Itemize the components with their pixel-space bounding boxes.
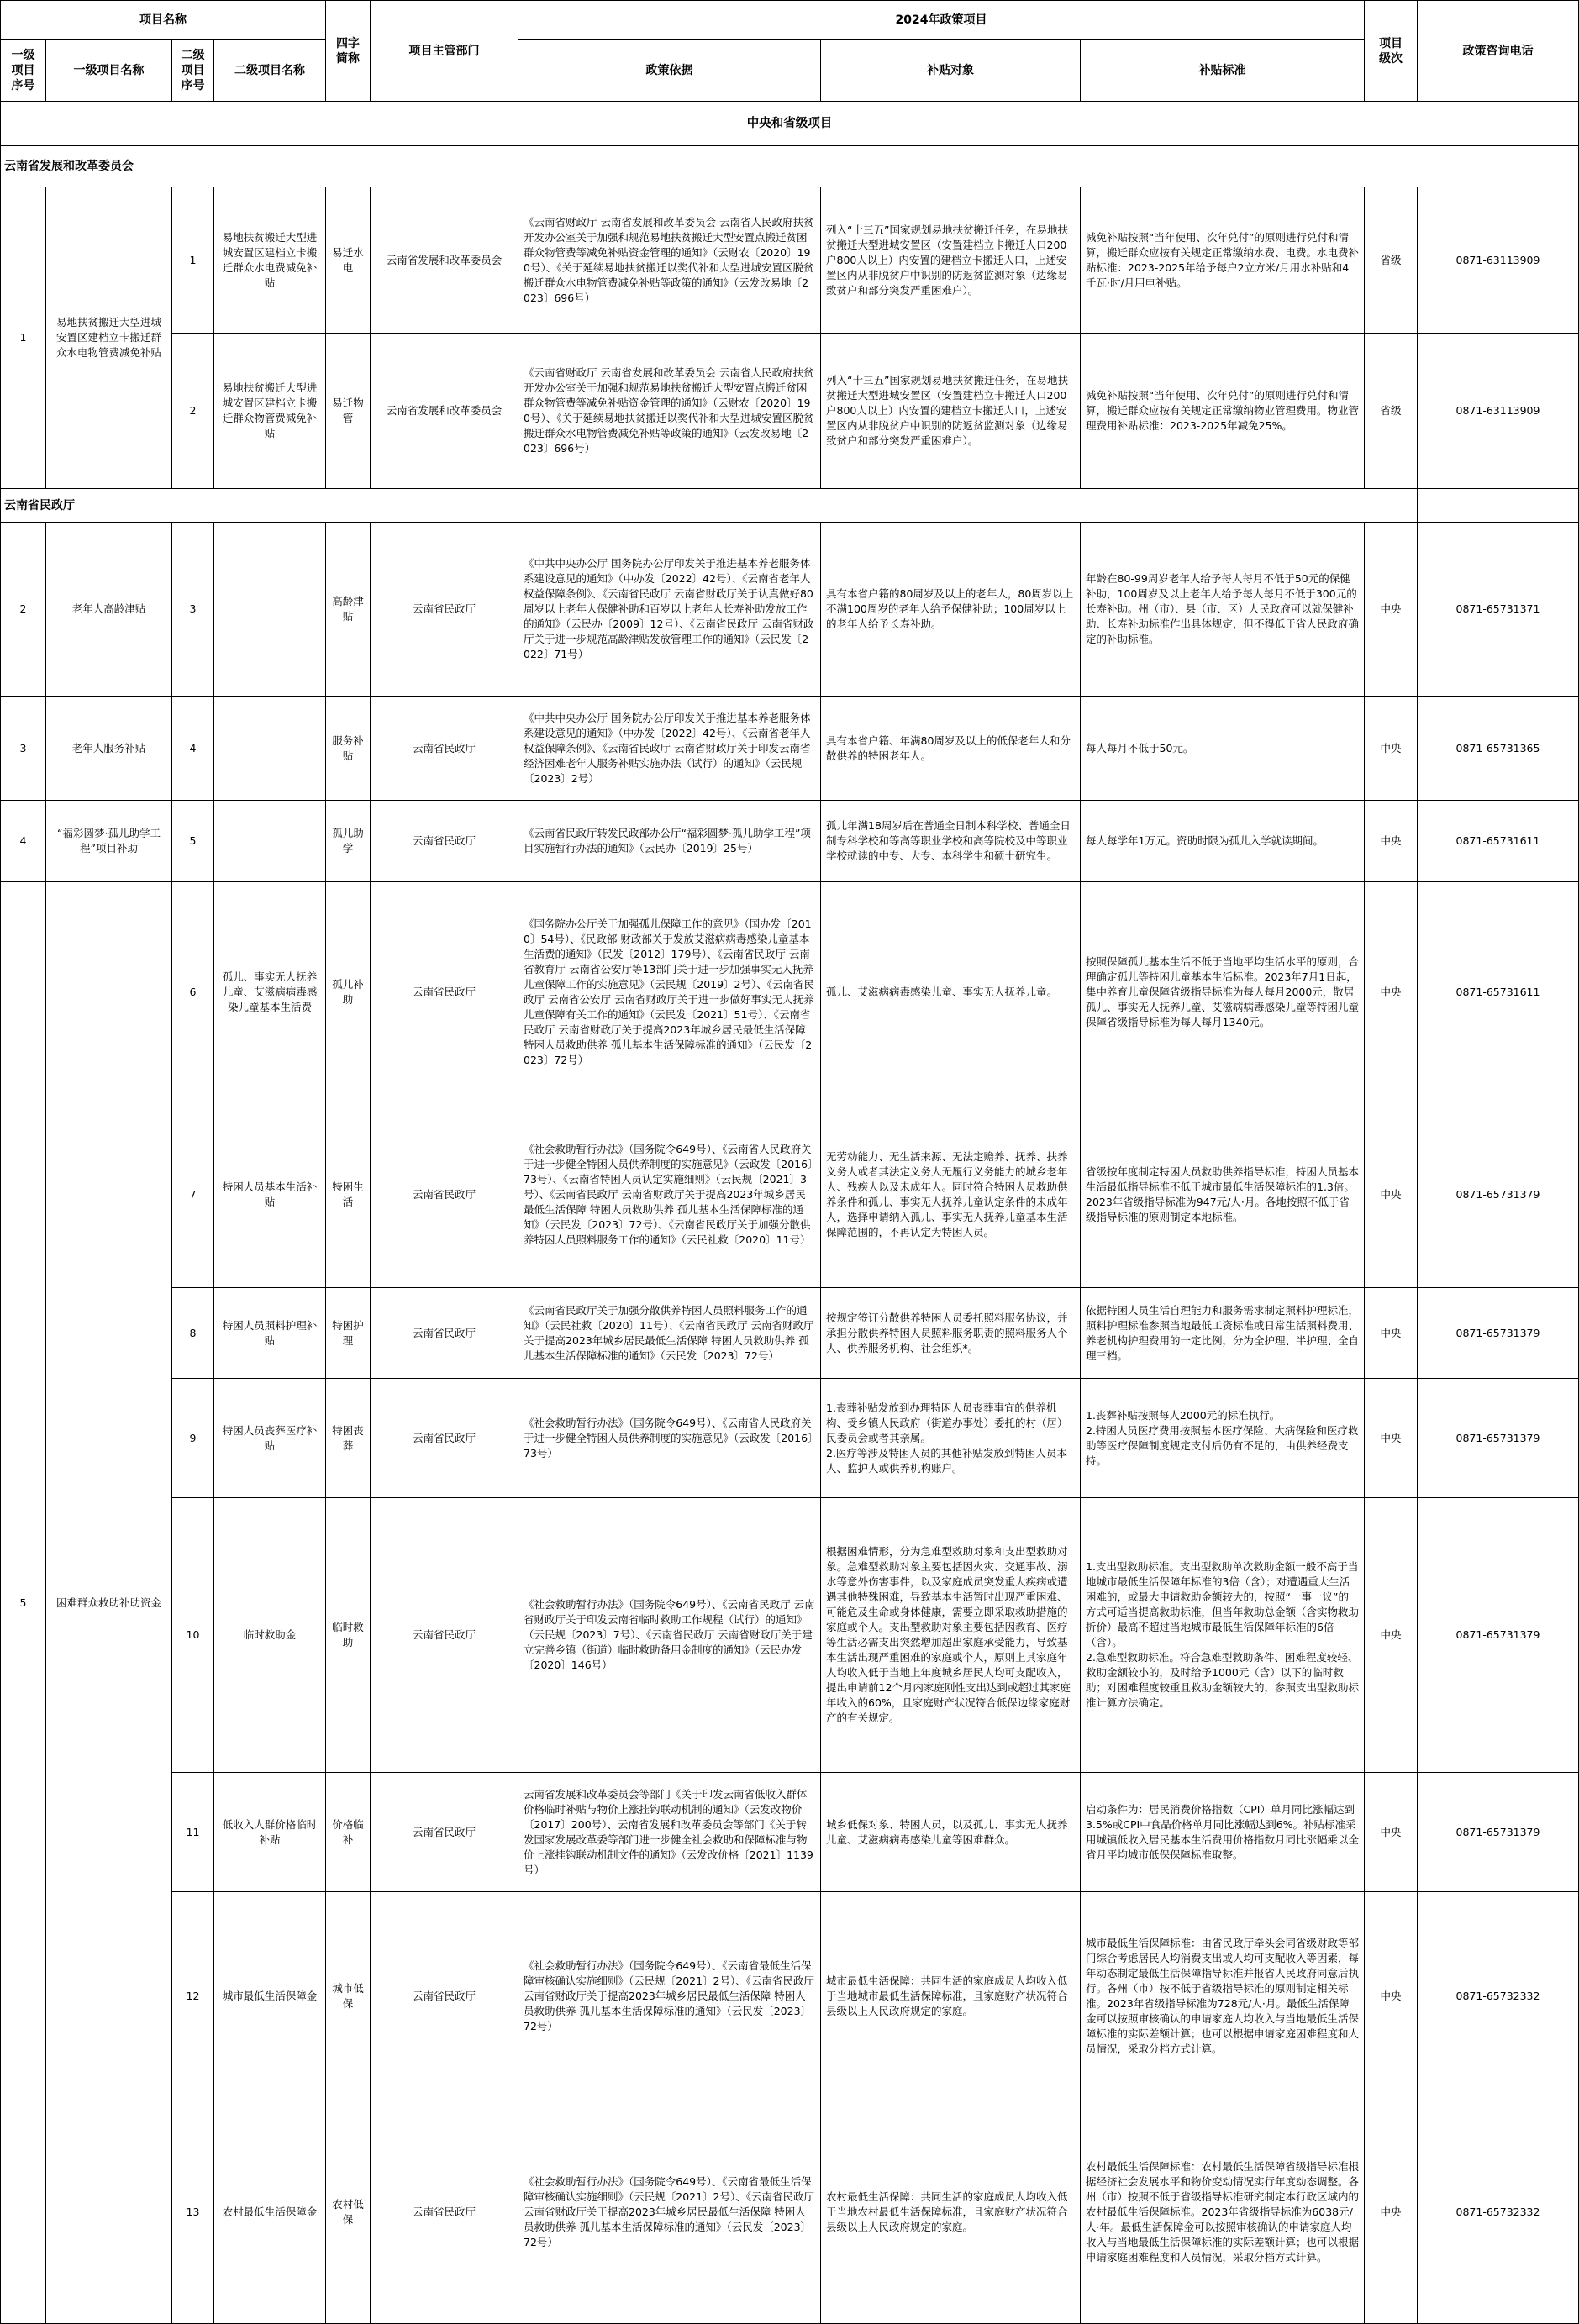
subsidy-target: 孤儿、艾滋病病毒感染儿童、事实无人抚养儿童。	[821, 882, 1081, 1102]
level2-name: 易地扶贫搬迁大型进城安置区建档立卡搬迁群众物管费减免补贴	[214, 334, 326, 489]
table-row	[1, 1773, 1579, 1892]
level2-name: 特困人员基本生活补贴	[214, 1102, 326, 1288]
level1-no: 5	[1, 882, 46, 2324]
level2-name: 孤儿、事实无人抚养儿童、艾滋病病毒感染儿童基本生活费	[214, 882, 326, 1102]
table-row	[1, 1102, 1579, 1288]
table-row	[1, 1498, 1579, 1773]
level1-no-header: 一级 项目 序号	[1, 40, 46, 102]
level1-name: 老年人高龄津贴	[46, 523, 172, 697]
abbr: 价格临补	[326, 1773, 371, 1892]
phone: 0871-65731379	[1418, 1288, 1579, 1379]
policy-2024-header: 2024年政策项目	[518, 1, 1365, 40]
level1-name: “福彩圆梦·孤儿助学工程”项目补助	[46, 801, 172, 882]
subsidy-standard: 年龄在80-99周岁老年人给予每人每月不低于50元的保健补助，100周岁及以上老年人给予每人每月不低于300元的长寿补助。州（市）、县（市、区）人民政府可以就保健补助、长寿补助标准作出具体规定，但不得低于省人民政府确定的补助标准。	[1081, 523, 1365, 697]
level2-no: 11	[172, 1773, 214, 1892]
subsidy-target: 列入“十三五”国家规划易地扶贫搬迁任务，在易地扶贫搬迁大型进城安置区（安置建档立卡搬迁人口200户800人以上）内安置的建档立卡搬迁人口，上述安置区内从非脱贫户中识别的防返贫监测对象（边缘易致贫户和部分突发严重困难户）。	[821, 187, 1081, 334]
policy-basis: 《国务院办公厅关于加强孤儿保障工作的意见》（国办发〔2010〕54号）、《民政部 财政部关于发放艾滋病病毒感染儿童基本生活费的通知》（民发〔2012〕179号）、《云南省民政厅 云南省教育厅 云南省公安厅等13部门关于进一步加强事实无人抚养儿童保障工作的实施意见》（云民规〔2019〕2号）、《云南省民政厅 云南省公安厅 云南省财政厅关于进一步做好事实无人抚养儿童保障有关工作的通知》（云民发〔2021〕51号）、《云南省民政厅 云南省财政厅关于提高2023年城乡居民最低生活保障 特困人员救助供养 孤儿基本生活保障标准的通知》（云民发〔2023〕72号）	[518, 882, 821, 1102]
table-row	[1, 697, 1579, 801]
project-level: 中央	[1365, 523, 1418, 697]
department: 云南省民政厅	[371, 1892, 518, 2101]
subsidy-standard: 启动条件为：居民消费价格指数（CPI）单月同比涨幅达到3.5%或CPI中食品价格单月同比涨幅达到6%。补贴标准采用城镇低收入居民基本生活费用价格指数月同比涨幅乘以全省月平均城市低保保障标准取整。	[1081, 1773, 1365, 1892]
phone: 0871-65731371	[1418, 523, 1579, 697]
abbr-header: 四字 简称	[326, 1, 371, 102]
subsidy-target: 具有本省户籍的80周岁及以上的老年人，80周岁以上不满100周岁的老年人给予保健补助；100周岁以上的老年人给予长寿补助。	[821, 523, 1081, 697]
subsidy-standard-header: 补贴标准	[1081, 40, 1365, 102]
department: 云南省民政厅	[371, 1379, 518, 1498]
department: 云南省民政厅	[371, 523, 518, 697]
policy-basis: 《社会救助暂行办法》（国务院令649号）、《云南省人民政府关于进一步健全特困人员供养制度的实施意见》（云政发〔2016〕73号）	[518, 1379, 821, 1498]
level2-name: 临时救助金	[214, 1498, 326, 1773]
phone: 0871-65731611	[1418, 801, 1579, 882]
level2-no-header: 二级 项目 序号	[172, 40, 214, 102]
level1-no: 1	[1, 187, 46, 489]
abbr: 服务补贴	[326, 697, 371, 801]
department: 云南省民政厅	[371, 2101, 518, 2324]
department: 云南省民政厅	[371, 1773, 518, 1892]
level2-name: 城市最低生活保障金	[214, 1892, 326, 2101]
level2-name: 易地扶贫搬迁大型进城安置区建档立卡搬迁群众水电费减免补贴	[214, 187, 326, 334]
department-header: 项目主管部门	[371, 1, 518, 102]
table-row	[1, 187, 1579, 334]
level2-name: 特困人员丧葬医疗补贴	[214, 1379, 326, 1498]
subsidy-standard: 依据特困人员生活自理能力和服务需求制定照料护理标准，照料护理标准参照当地最低工资标准或日常生活照料费用、养老机构护理费用的一定比例，分为全护理、半护理、全自理三档。	[1081, 1288, 1365, 1379]
subsidy-standard: 城市最低生活保障标准：由省民政厅牵头会同省级财政等部门综合考虑居民人均消费支出或人均可支配收入等因素，每年动态制定最低生活保障指导标准并报省人民政府同意后执行。各州（市）按不低于省级指导标准的原则制定相关标准。2023年省级指导标准为728元/人·月。最低生活保障金可以按照审核确认的申请家庭人均收入与当地最低生活保障标准的实际差额计算；也可以根据申请家庭困难程度和人员情况，采取分档方式计算。	[1081, 1892, 1365, 2101]
level2-name	[214, 801, 326, 882]
level2-no: 4	[172, 697, 214, 801]
subsidy-standard: 1.丧葬补贴按照每人2000元的标准执行。 2.特困人员医疗费用按照基本医疗保险、大病保险和医疗救助等医疗保障制度规定支付后仍有不足的，由供养经费支持。	[1081, 1379, 1365, 1498]
subsidy-target: 城乡低保对象、特困人员，以及孤儿、事实无人抚养儿童、艾滋病病毒感染儿童等困难群众。	[821, 1773, 1081, 1892]
phone: 0871-65732332	[1418, 2101, 1579, 2324]
subsidy-target: 具有本省户籍、年满80周岁及以上的低保老年人和分散供养的特困老年人。	[821, 697, 1081, 801]
phone: 0871-65731379	[1418, 1498, 1579, 1773]
level2-no: 8	[172, 1288, 214, 1379]
phone-header: 政策咨询电话	[1418, 1, 1579, 102]
level2-no: 1	[172, 187, 214, 334]
level2-name: 低收入人群价格临时补贴	[214, 1773, 326, 1892]
policy-basis: 《社会救助暂行办法》（国务院令649号）、《云南省人民政府关于进一步健全特困人员供养制度的实施意见》（云政发〔2016〕73号）、《云南省特困人员认定实施细则》（云民规〔2021〕3号）、《云南省民政厅 云南省财政厅关于提高2023年城乡居民最低生活保障 特困人员救助供养 孤儿基本生活保障标准的通知》（云民发〔2023〕72号）、《云南省民政厅关于加强分散供养特困人员照料服务工作的通知》（云民社救〔2020〕11号）	[518, 1102, 821, 1288]
department: 云南省民政厅	[371, 1498, 518, 1773]
project-level: 中央	[1365, 1498, 1418, 1773]
subsidy-standard: 农村最低生活保障标准：农村最低生活保障省级指导标准根据经济社会发展水平和物价变动情况实行年度动态调整。各州（市）按照不低于省级指导标准研究制定本行政区域内的农村最低生活保障标准。2023年省级指导标准为6038元/人·年。最低生活保障金可以按照审核确认的申请家庭人均收入与当地最低生活保障标准的实际差额计算；也可以根据申请家庭困难程度和人员情况，采取分档方式计算。	[1081, 2101, 1365, 2324]
section-fgw: 云南省发展和改革委员会	[1, 146, 1579, 187]
policy-basis: 《云南省财政厅 云南省发展和改革委员会 云南省人民政府扶贫开发办公室关于加强和规范易地扶贫搬迁大型安置点搬迁贫困群众物管费等减免补贴资金管理的通知》（云财农〔2020〕190号）、《关于延续易地扶贫搬迁以奖代补和大型进城安置区脱贫搬迁群众水电物管费减免补贴等政策的通知》（云发改易地〔2023〕696号）	[518, 187, 821, 334]
table-row	[1, 334, 1579, 489]
subsidy-target: 农村最低生活保障：共同生活的家庭成员人均收入低于当地农村最低生活保障标准，且家庭财产状况符合县级以上人民政府规定的家庭。	[821, 2101, 1081, 2324]
subsidy-target: 城市最低生活保障：共同生活的家庭成员人均收入低于当地城市最低生活保障标准，且家庭财产状况符合县级以上人民政府规定的家庭。	[821, 1892, 1081, 2101]
phone: 0871-65732332	[1418, 1892, 1579, 2101]
level2-name: 农村最低生活保障金	[214, 2101, 326, 2324]
level2-name-header: 二级项目名称	[214, 40, 326, 102]
phone: 0871-63113909	[1418, 187, 1579, 334]
department: 云南省民政厅	[371, 1288, 518, 1379]
policy-basis: 《社会救助暂行办法》（国务院令649号）、《云南省民政厅 云南省财政厅关于印发云南省临时救助工作规程（试行）的通知》（云民规〔2023〕7号）、《云南省民政厅 云南省财政厅关于建立完善乡镇（街道）临时救助备用金制度的通知》（云民办发〔2020〕146号）	[518, 1498, 821, 1773]
table-row	[1, 1892, 1579, 2101]
abbr: 高龄津贴	[326, 523, 371, 697]
subsidy-target: 1.丧葬补贴发放到办理特困人员丧葬事宜的供养机构、受乡镇人民政府（街道办事处）委托的村（居）民委员会或者其亲属。 2.医疗等涉及特困人员的其他补贴发放到特困人员本人、监护人或供养机构账户。	[821, 1379, 1081, 1498]
policy-basis-header: 政策依据	[518, 40, 821, 102]
subsidy-target-header: 补贴对象	[821, 40, 1081, 102]
subsidy-standard: 减免补贴按照“当年使用、次年兑付”的原则进行兑付和清算，搬迁群众应按有关规定正常缴纳水费、电费。水电费补贴标准：2023-2025年给予每户2立方米/月用水补贴和4千瓦·时/月用电补贴。	[1081, 187, 1365, 334]
level2-no: 9	[172, 1379, 214, 1498]
department: 云南省民政厅	[371, 697, 518, 801]
phone: 0871-65731611	[1418, 882, 1579, 1102]
phone: 0871-65731379	[1418, 1102, 1579, 1288]
table-row	[1, 882, 1579, 1102]
level2-no: 3	[172, 523, 214, 697]
level1-name-header: 一级项目名称	[46, 40, 172, 102]
subsidy-standard: 每人每月不低于50元。	[1081, 697, 1365, 801]
abbr: 城市低保	[326, 1892, 371, 2101]
level2-no: 2	[172, 334, 214, 489]
level2-no: 13	[172, 2101, 214, 2324]
abbr: 特困护理	[326, 1288, 371, 1379]
policy-basis: 《中共中央办公厅 国务院办公厅印发关于推进基本养老服务体系建设意见的通知》（中办发〔2022〕42号）、《云南省老年人权益保障条例》、《云南省民政厅 云南省财政厅关于认真做好80周岁以上老年人保健补助和百岁以上老年人长寿补助发放工作的通知》（云民办〔2009〕12号）、《云南省民政厅 云南省财政厅关于进一步规范高龄津贴发放管理工作的通知》（云民发〔2022〕71号）	[518, 523, 821, 697]
subsidy-target: 孤儿年满18周岁后在普通全日制本科学校、普通全日制专科学校和等高等职业学校和高等院校及中等职业学校就读的中专、大专、本科学生和硕士研究生。	[821, 801, 1081, 882]
subsidy-target: 根据困难情形，分为急难型救助对象和支出型救助对象。急难型救助对象主要包括因火灾、交通事故、溺水等意外伤害事件，以及家庭成员突发重大疾病或遭遇其他特殊困难，导致基本生活暂时出现严重困难、可能危及生命或身体健康，需要立即采取救助措施的家庭或个人。支出型救助对象主要包括因教育、医疗等生活必需支出突然增加超出家庭承受能力，导致基本生活出现严重困难的家庭或个人，原则上其家庭年人均收入低于当地上年度城乡居民人均可支配收入，提出申请前12个月内家庭刚性支出达到或超过其家庭年收入的60%，且家庭财产状况符合低保边缘家庭财产的有关规定。	[821, 1498, 1081, 1773]
table-row	[1, 801, 1579, 882]
policy-basis: 《社会救助暂行办法》（国务院令649号）、《云南省最低生活保障审核确认实施细则》（云民规〔2021〕2号）、《云南省民政厅 云南省财政厅关于提高2023年城乡居民最低生活保障 特困人员救助供养 孤儿基本生活保障标准的通知》（云民发〔2023〕72号）	[518, 2101, 821, 2324]
level1-no: 3	[1, 697, 46, 801]
project-level: 省级	[1365, 334, 1418, 489]
phone: 0871-65731379	[1418, 1773, 1579, 1892]
abbr: 农村低保	[326, 2101, 371, 2324]
level2-no: 10	[172, 1498, 214, 1773]
project-level: 中央	[1365, 882, 1418, 1102]
abbr: 孤儿补助	[326, 882, 371, 1102]
level2-name	[214, 523, 326, 697]
level2-no: 6	[172, 882, 214, 1102]
policy-basis: 《云南省民政厅关于加强分散供养特困人员照料服务工作的通知》（云民社救〔2020〕11号）、《云南省民政厅 云南省财政厅关于提高2023年城乡居民最低生活保障 特困人员救助供养 孤儿基本生活保障标准的通知》（云民发〔2023〕72号）	[518, 1288, 821, 1379]
category-row: 中央和省级项目	[1, 102, 1579, 146]
section-mzt: 云南省民政厅	[1, 489, 1418, 523]
subsidy-standard: 省级按年度制定特困人员救助供养指导标准，特困人员基本生活最低指导标准不低于城市最低生活保障标准的1.3倍。2023年省级指导标准为947元/人·月。各地按照不低于省级指导标准的原则制定本地标准。	[1081, 1102, 1365, 1288]
project-level: 中央	[1365, 1379, 1418, 1498]
table-row	[1, 1379, 1579, 1498]
project-level-header: 项目 级次	[1365, 1, 1418, 102]
phone: 0871-63113909	[1418, 334, 1579, 489]
subsidy-standard: 减免补贴按照“当年使用、次年兑付”的原则进行兑付和清算，搬迁群众应按有关规定正常缴纳物业管理费用。物业管理费用补贴标准：2023-2025年减免25%。	[1081, 334, 1365, 489]
department: 云南省发展和改革委员会	[371, 187, 518, 334]
level1-name: 易地扶贫搬迁大型进城安置区建档立卡搬迁群众水电物管费减免补贴	[46, 187, 172, 489]
project-level: 中央	[1365, 2101, 1418, 2324]
subsidy-target: 列入“十三五”国家规划易地扶贫搬迁任务，在易地扶贫搬迁大型进城安置区（安置建档立卡搬迁人口200户800人以上）内安置的建档立卡搬迁人口，上述安置区内从非脱贫户中识别的防返贫监测对象（边缘易致贫户和部分突发严重困难户）。	[821, 334, 1081, 489]
abbr: 特困丧葬	[326, 1379, 371, 1498]
table-row	[1, 1288, 1579, 1379]
project-name-header: 项目名称	[1, 1, 326, 40]
level2-name: 特困人员照料护理补贴	[214, 1288, 326, 1379]
project-level: 中央	[1365, 1288, 1418, 1379]
level2-no: 12	[172, 1892, 214, 2101]
section-mzt-empty	[1418, 489, 1579, 523]
project-level: 中央	[1365, 697, 1418, 801]
policy-basis: 《中共中央办公厅 国务院办公厅印发关于推进基本养老服务体系建设意见的通知》（中办发〔2022〕42号）、《云南省老年人权益保障条例》、《云南省民政厅 云南省财政厅关于印发云南省经济困难老年人服务补贴实施办法（试行）的通知》（云民规〔2023〕2号）	[518, 697, 821, 801]
level1-no: 4	[1, 801, 46, 882]
level1-name: 困难群众救助补助资金	[46, 882, 172, 2324]
abbr: 易迁水电	[326, 187, 371, 334]
department: 云南省民政厅	[371, 1102, 518, 1288]
abbr: 易迁物管	[326, 334, 371, 489]
table-row	[1, 523, 1579, 697]
policy-basis: 《云南省财政厅 云南省发展和改革委员会 云南省人民政府扶贫开发办公室关于加强和规范易地扶贫搬迁大型安置点搬迁贫困群众物管费等减免补贴资金管理的通知》（云财农〔2020〕190号）、《关于延续易地扶贫搬迁以奖代补和大型进城安置区脱贫搬迁群众水电物管费减免补贴等政策的通知》（云发改易地〔2023〕696号）	[518, 334, 821, 489]
table-row	[1, 2101, 1579, 2324]
department: 云南省民政厅	[371, 801, 518, 882]
subsidy-standard: 每人每学年1万元。资助时限为孤儿入学就读期间。	[1081, 801, 1365, 882]
phone: 0871-65731365	[1418, 697, 1579, 801]
project-level: 中央	[1365, 1773, 1418, 1892]
level2-no: 5	[172, 801, 214, 882]
department: 云南省发展和改革委员会	[371, 334, 518, 489]
subsidy-standard: 按照保障孤儿基本生活不低于当地平均生活水平的原则，合理确定孤儿等特困儿童基本生活标准。2023年7月1日起，集中养育儿童保障省级指导标准为每人每月2000元，散居孤儿、事实无人抚养儿童、艾滋病病毒感染儿童等特困儿童保障省级指导标准为每人每月1340元。	[1081, 882, 1365, 1102]
project-level: 省级	[1365, 187, 1418, 334]
level2-name	[214, 697, 326, 801]
policy-basis: 《社会救助暂行办法》（国务院令649号）、《云南省最低生活保障审核确认实施细则》（云民规〔2021〕2号）、《云南省民政厅 云南省财政厅关于提高2023年城乡居民最低生活保障 特困人员救助供养 孤儿基本生活保障标准的通知》（云民发〔2023〕72号）	[518, 1892, 821, 2101]
level1-name: 老年人服务补贴	[46, 697, 172, 801]
level2-no: 7	[172, 1102, 214, 1288]
project-level: 中央	[1365, 1102, 1418, 1288]
abbr: 临时救助	[326, 1498, 371, 1773]
policy-basis: 云南省发展和改革委员会等部门《关于印发云南省低收入群体价格临时补贴与物价上涨挂钩联动机制的通知》（云发改物价〔2017〕200号）、云南省发展和改革委员会等部门《关于转发国家发展改革委等部门进一步健全社会救助和保障标准与物价上涨挂钩联动机制文件的通知》（云发改价格〔2021〕1139号）	[518, 1773, 821, 1892]
project-level: 中央	[1365, 1892, 1418, 2101]
abbr: 特困生活	[326, 1102, 371, 1288]
department: 云南省民政厅	[371, 882, 518, 1102]
subsidy-target: 按规定签订分散供养特困人员委托照料服务协议，并承担分散供养特困人员照料服务职责的照料服务人个人、供养服务机构、社会组织*。	[821, 1288, 1081, 1379]
policy-basis: 《云南省民政厅转发民政部办公厅“福彩圆梦·孤儿助学工程”项目实施暂行办法的通知》（云民办〔2019〕25号）	[518, 801, 821, 882]
subsidy-target: 无劳动能力、无生活来源、无法定赡养、抚养、扶养义务人或者其法定义务人无履行义务能力的城乡老年人、残疾人以及未成年人。同时符合特困人员救助供养条件和孤儿、事实无人抚养儿童认定条件的未成年人，选择申请纳入孤儿、事实无人抚养儿童基本生活保障范围的，不再认定为特困人员。	[821, 1102, 1081, 1288]
project-level: 中央	[1365, 801, 1418, 882]
abbr: 孤儿助学	[326, 801, 371, 882]
phone: 0871-65731379	[1418, 1379, 1579, 1498]
level1-no: 2	[1, 523, 46, 697]
subsidy-standard: 1.支出型救助标准。支出型救助单次救助金额一般不高于当地城市最低生活保障年标准的3倍（含）；对遭遇重大生活困难的，或最大申请救助金额较大的，按照“一事一议”的方式可适当提高救助标准，但当年救助总金额（含实物救助折价）最高不超过当地城市最低生活保障年标准的6倍（含）。 2.急难型救助标准。符合急难型救助条件、困难程度较轻、救助金额较小的，及时给予1000元（含）以下的临时救助；对困难程度较重且救助金额较大的，参照支出型救助标准计算方法确定。	[1081, 1498, 1365, 1773]
